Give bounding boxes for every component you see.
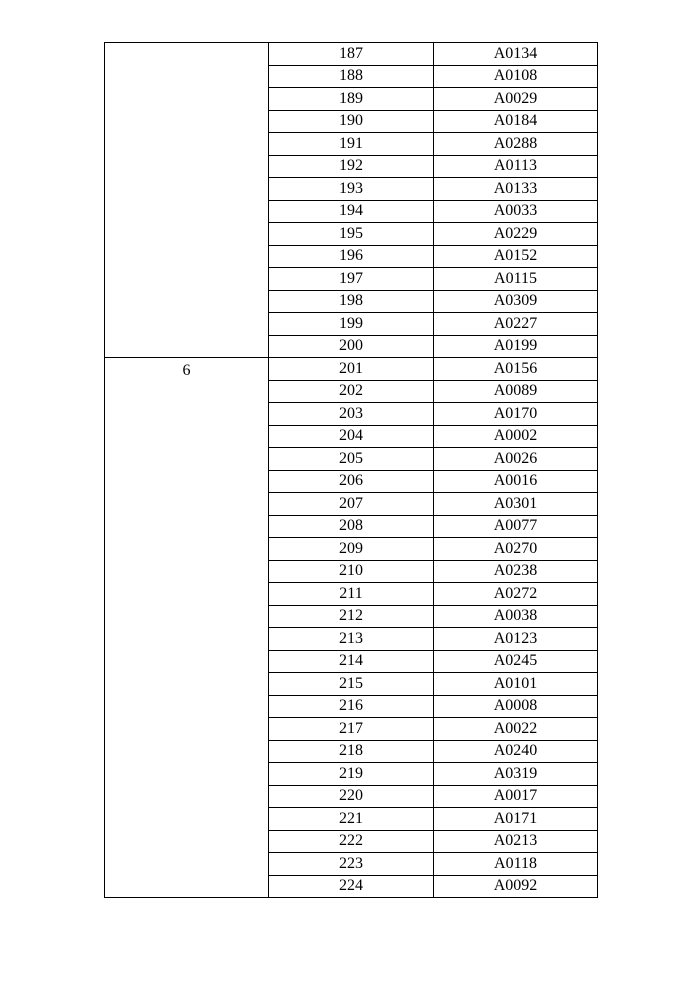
- code-cell: A0118: [434, 853, 598, 876]
- code-cell: A0113: [434, 155, 598, 178]
- code-cell: A0089: [434, 380, 598, 403]
- code-cell: A0156: [434, 358, 598, 381]
- code-cell: A0301: [434, 493, 598, 516]
- code-cell: A0022: [434, 718, 598, 741]
- row-number-cell: 210: [269, 560, 434, 583]
- row-number-cell: 202: [269, 380, 434, 403]
- code-cell: A0319: [434, 763, 598, 786]
- code-cell: A0002: [434, 425, 598, 448]
- code-cell: A0123: [434, 628, 598, 651]
- row-number-cell: 221: [269, 808, 434, 831]
- code-cell: A0115: [434, 268, 598, 291]
- row-number-cell: 190: [269, 110, 434, 133]
- row-number-cell: 212: [269, 605, 434, 628]
- code-cell: A0092: [434, 875, 598, 898]
- group-label-cell: [105, 43, 269, 358]
- code-cell: A0038: [434, 605, 598, 628]
- row-number-cell: 203: [269, 403, 434, 426]
- assignment-table: [104, 42, 598, 898]
- code-cell: A0133: [434, 178, 598, 201]
- row-number-cell: 188: [269, 65, 434, 88]
- code-cell: A0288: [434, 133, 598, 156]
- code-cell: A0016: [434, 470, 598, 493]
- row-number-cell: 189: [269, 88, 434, 111]
- row-number-cell: 222: [269, 830, 434, 853]
- row-number-cell: 215: [269, 673, 434, 696]
- row-number-cell: 197: [269, 268, 434, 291]
- table-body: [105, 43, 598, 898]
- row-number-cell: 200: [269, 335, 434, 358]
- code-cell: A0199: [434, 335, 598, 358]
- code-cell: A0033: [434, 200, 598, 223]
- code-cell: A0029: [434, 88, 598, 111]
- code-cell: A0272: [434, 583, 598, 606]
- code-cell: A0213: [434, 830, 598, 853]
- row-number-cell: 205: [269, 448, 434, 471]
- code-cell: A0171: [434, 808, 598, 831]
- code-cell: A0008: [434, 695, 598, 718]
- row-number-cell: 219: [269, 763, 434, 786]
- row-number-cell: 196: [269, 245, 434, 268]
- code-cell: A0184: [434, 110, 598, 133]
- row-number-cell: 211: [269, 583, 434, 606]
- code-cell: A0026: [434, 448, 598, 471]
- code-cell: A0134: [434, 43, 598, 66]
- row-number-cell: 187: [269, 43, 434, 66]
- code-cell: A0108: [434, 65, 598, 88]
- row-number-cell: 213: [269, 628, 434, 651]
- row-number-cell: 207: [269, 493, 434, 516]
- code-cell: A0245: [434, 650, 598, 673]
- code-cell: A0101: [434, 673, 598, 696]
- row-number-cell: 223: [269, 853, 434, 876]
- code-cell: A0170: [434, 403, 598, 426]
- row-number-cell: 195: [269, 223, 434, 246]
- row-number-cell: 192: [269, 155, 434, 178]
- row-number-cell: 198: [269, 290, 434, 313]
- code-cell: A0017: [434, 785, 598, 808]
- row-number-cell: 214: [269, 650, 434, 673]
- row-number-cell: 208: [269, 515, 434, 538]
- code-cell: A0238: [434, 560, 598, 583]
- row-number-cell: 220: [269, 785, 434, 808]
- row-number-cell: 204: [269, 425, 434, 448]
- code-cell: A0227: [434, 313, 598, 336]
- code-cell: A0270: [434, 538, 598, 561]
- row-number-cell: 206: [269, 470, 434, 493]
- row-number-cell: 199: [269, 313, 434, 336]
- row-number-cell: 209: [269, 538, 434, 561]
- row-number-cell: 191: [269, 133, 434, 156]
- row-number-cell: 217: [269, 718, 434, 741]
- row-number-cell: 193: [269, 178, 434, 201]
- row-number-cell: 218: [269, 740, 434, 763]
- code-cell: A0229: [434, 223, 598, 246]
- group-label-cell: 6: [105, 358, 269, 898]
- row-number-cell: 216: [269, 695, 434, 718]
- table-row: [105, 43, 598, 66]
- code-cell: A0309: [434, 290, 598, 313]
- table-row: [105, 358, 598, 381]
- code-cell: A0077: [434, 515, 598, 538]
- row-number-cell: 201: [269, 358, 434, 381]
- row-number-cell: 224: [269, 875, 434, 898]
- code-cell: A0152: [434, 245, 598, 268]
- row-number-cell: 194: [269, 200, 434, 223]
- code-cell: A0240: [434, 740, 598, 763]
